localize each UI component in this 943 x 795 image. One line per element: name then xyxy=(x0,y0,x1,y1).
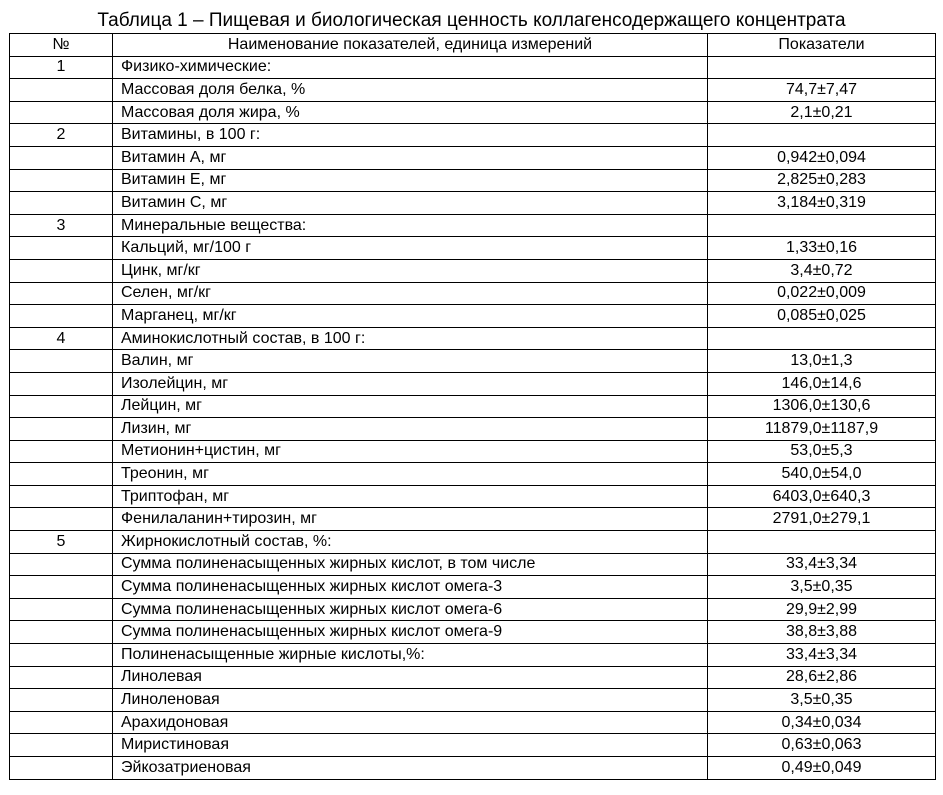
row-name: Витамин С, мг xyxy=(113,192,708,215)
row-num xyxy=(10,576,113,599)
row-name: Арахидоновая xyxy=(113,711,708,734)
row-name: Марганец, мг/кг xyxy=(113,305,708,328)
table-row xyxy=(10,485,936,508)
row-value: 6403,0±640,3 xyxy=(708,485,936,508)
row-name: Сумма полиненасыщенных жирных кислот омега-3 xyxy=(113,576,708,599)
row-num xyxy=(10,395,113,418)
table-row xyxy=(10,372,936,395)
row-name: Цинк, мг/кг xyxy=(113,259,708,282)
row-value xyxy=(708,56,936,79)
row-value: 29,9±2,99 xyxy=(708,598,936,621)
row-value: 2,825±0,283 xyxy=(708,169,936,192)
table-row xyxy=(10,146,936,169)
row-num xyxy=(10,282,113,305)
row-num: 4 xyxy=(10,327,113,350)
row-name: Полиненасыщенные жирные кислоты,%: xyxy=(113,644,708,667)
row-num xyxy=(10,305,113,328)
row-value xyxy=(708,214,936,237)
row-value: 11879,0±1187,9 xyxy=(708,418,936,441)
table-row xyxy=(10,553,936,576)
row-value: 74,7±7,47 xyxy=(708,79,936,102)
row-num xyxy=(10,508,113,531)
row-name: Сумма полиненасыщенных жирных кислот омега-9 xyxy=(113,621,708,644)
row-name: Массовая доля белка, % xyxy=(113,79,708,102)
table-row xyxy=(10,56,936,79)
row-name: Аминокислотный состав, в 100 г: xyxy=(113,327,708,350)
table-row xyxy=(10,124,936,147)
row-num xyxy=(10,689,113,712)
table-row xyxy=(10,192,936,215)
row-num xyxy=(10,440,113,463)
table-row xyxy=(10,282,936,305)
row-value: 0,49±0,049 xyxy=(708,757,936,780)
row-num xyxy=(10,237,113,260)
row-value: 3,4±0,72 xyxy=(708,259,936,282)
row-name: Физико-химические: xyxy=(113,56,708,79)
header-num: № xyxy=(10,34,113,57)
row-value: 0,34±0,034 xyxy=(708,711,936,734)
table-row xyxy=(10,644,936,667)
table-row xyxy=(10,531,936,554)
header-value: Показатели xyxy=(708,34,936,57)
table-row xyxy=(10,508,936,531)
table-row xyxy=(10,350,936,373)
table-row xyxy=(10,598,936,621)
row-name: Массовая доля жира, % xyxy=(113,101,708,124)
row-num: 3 xyxy=(10,214,113,237)
table-row xyxy=(10,711,936,734)
row-value xyxy=(708,124,936,147)
row-name: Кальций, мг/100 г xyxy=(113,237,708,260)
row-num: 5 xyxy=(10,531,113,554)
row-name: Селен, мг/кг xyxy=(113,282,708,305)
row-value: 3,5±0,35 xyxy=(708,689,936,712)
row-num xyxy=(10,644,113,667)
row-name: Метионин+цистин, мг xyxy=(113,440,708,463)
row-num xyxy=(10,757,113,780)
row-value: 28,6±2,86 xyxy=(708,666,936,689)
row-name: Линоленовая xyxy=(113,689,708,712)
table-row xyxy=(10,757,936,780)
table-row xyxy=(10,327,936,350)
row-num xyxy=(10,350,113,373)
table-row xyxy=(10,101,936,124)
row-name: Валин, мг xyxy=(113,350,708,373)
table-caption: Таблица 1 – Пищевая и биологическая ценность коллагенсодержащего концентрата xyxy=(97,10,846,31)
table-row xyxy=(10,418,936,441)
row-num xyxy=(10,101,113,124)
row-value: 1,33±0,16 xyxy=(708,237,936,260)
row-value: 2,1±0,21 xyxy=(708,101,936,124)
table-row xyxy=(10,689,936,712)
table-row xyxy=(10,169,936,192)
row-num xyxy=(10,598,113,621)
table-row xyxy=(10,237,936,260)
row-value: 53,0±5,3 xyxy=(708,440,936,463)
row-name: Линолевая xyxy=(113,666,708,689)
row-name: Триптофан, мг xyxy=(113,485,708,508)
row-value xyxy=(708,531,936,554)
row-name: Лейцин, мг xyxy=(113,395,708,418)
row-num xyxy=(10,146,113,169)
row-num: 1 xyxy=(10,56,113,79)
row-value: 540,0±54,0 xyxy=(708,463,936,486)
row-name: Сумма полиненасыщенных жирных кислот, в том числе xyxy=(113,553,708,576)
row-name: Витамин Е, мг xyxy=(113,169,708,192)
row-name: Треонин, мг xyxy=(113,463,708,486)
table-row xyxy=(10,621,936,644)
row-value: 0,942±0,094 xyxy=(708,146,936,169)
row-num xyxy=(10,666,113,689)
table-row xyxy=(10,463,936,486)
row-value: 33,4±3,34 xyxy=(708,644,936,667)
table-row xyxy=(10,79,936,102)
row-num xyxy=(10,485,113,508)
row-value: 1306,0±130,6 xyxy=(708,395,936,418)
row-value: 3,5±0,35 xyxy=(708,576,936,599)
table-row xyxy=(10,666,936,689)
row-num xyxy=(10,372,113,395)
row-name: Сумма полиненасыщенных жирных кислот омега-6 xyxy=(113,598,708,621)
row-value: 33,4±3,34 xyxy=(708,553,936,576)
nutrition-table xyxy=(9,33,936,780)
row-name: Витамины, в 100 г: xyxy=(113,124,708,147)
row-name: Лизин, мг xyxy=(113,418,708,441)
row-name: Фенилаланин+тирозин, мг xyxy=(113,508,708,531)
row-num xyxy=(10,463,113,486)
row-num xyxy=(10,418,113,441)
row-num xyxy=(10,553,113,576)
row-num xyxy=(10,169,113,192)
row-value: 38,8±3,88 xyxy=(708,621,936,644)
header-name: Наименование показателей, единица измерений xyxy=(113,34,708,57)
table-body xyxy=(10,56,936,779)
row-name: Эйкозатриеновая xyxy=(113,757,708,780)
table-row xyxy=(10,734,936,757)
table-row xyxy=(10,259,936,282)
row-value: 0,085±0,025 xyxy=(708,305,936,328)
row-name: Минеральные вещества: xyxy=(113,214,708,237)
row-value: 2791,0±279,1 xyxy=(708,508,936,531)
row-value: 0,63±0,063 xyxy=(708,734,936,757)
row-num xyxy=(10,621,113,644)
table-header-row xyxy=(10,34,936,57)
row-num xyxy=(10,711,113,734)
row-num xyxy=(10,79,113,102)
row-num xyxy=(10,259,113,282)
row-name: Изолейцин, мг xyxy=(113,372,708,395)
row-value: 146,0±14,6 xyxy=(708,372,936,395)
row-value: 13,0±1,3 xyxy=(708,350,936,373)
table-row xyxy=(10,214,936,237)
table-row xyxy=(10,305,936,328)
row-name: Миристиновая xyxy=(113,734,708,757)
row-value: 3,184±0,319 xyxy=(708,192,936,215)
table-row xyxy=(10,395,936,418)
row-name: Витамин А, мг xyxy=(113,146,708,169)
row-value xyxy=(708,327,936,350)
table-row xyxy=(10,440,936,463)
table-row xyxy=(10,576,936,599)
row-value: 0,022±0,009 xyxy=(708,282,936,305)
row-name: Жирнокислотный состав, %: xyxy=(113,531,708,554)
row-num xyxy=(10,734,113,757)
row-num xyxy=(10,192,113,215)
row-num: 2 xyxy=(10,124,113,147)
